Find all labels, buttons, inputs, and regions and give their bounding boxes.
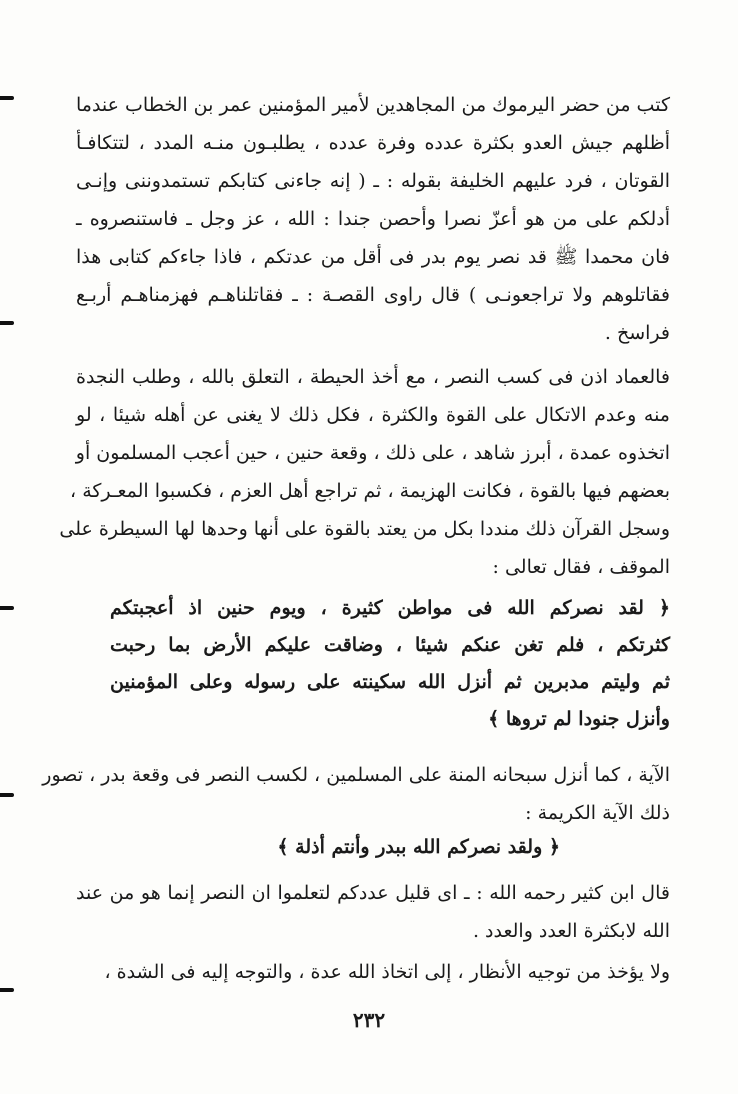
text-line: فالعماد اذن فى كسب النصر ، مع أخذ الحيطة ، التعلق بالله ، وطلب النجدة (76, 366, 670, 388)
paragraph-yarmouk (76, 86, 670, 352)
text-line: أدلكم على من هو أعزّ نصرا وأحصن جندا : الله ، عز وجل ـ فاستنصروه ـ (76, 208, 670, 230)
text-line: أظلهم جيش العدو بكثرة عدده وفرة عدده ، يطلبـون منـه المدد ، لتتكافـأ (76, 132, 670, 154)
paragraph-badr-intro (42, 756, 670, 832)
paragraph-reliance (59, 358, 670, 586)
verse-line: وأنزل جنودا لم تروها ﴾ (488, 708, 670, 730)
text-line: الله لابكثرة العدد والعدد . (472, 920, 670, 942)
text-line: فراسخ . (604, 322, 670, 344)
text-line: الموقف ، فقال تعالى : (492, 556, 670, 578)
margin-mark (0, 96, 14, 100)
margin-mark (0, 321, 14, 325)
text-line: القوتان ، فرد عليهم الخليفة بقوله : ـ ( إنه جاءنى كتابكم تستمدوننى وإنـى (76, 170, 670, 192)
paragraph-continuation (76, 953, 670, 991)
text-line: فقاتلوهم ولا تراجعونـى ) قال راوى القصـة : ـ فقاتلناهـم فهزمناهـم أربـع (76, 284, 670, 306)
margin-mark (0, 793, 14, 797)
text-line: وسجل القرآن ذلك منددا بكل من يعتد بالقوة على أنها وحدها لها السيطرة على (59, 518, 670, 540)
page-number: ٢٣٢ (352, 1008, 386, 1032)
text-line: ولا يؤخذ من توجيه الأنظار ، إلى اتخاذ الله عدة ، والتوجه إليه فى الشدة ، (104, 961, 670, 983)
text-line: ذلك الآية الكريمة : (525, 802, 670, 824)
margin-mark (0, 606, 14, 610)
text-line: بعضهم فيها بالقوة ، فكانت الهزيمة ، ثم تراجع أهل العزم ، فكسبوا المعـركة ، (70, 480, 670, 502)
text-line: كتب من حضر اليرموك من المجاهدين لأمير المؤمنين عمر بن الخطاب عندما (75, 94, 670, 116)
margin-mark (0, 988, 14, 992)
text-line: منه وعدم الاتكال على القوة والكثرة ، فكل ذلك لا يغنى عن أهله شيئا ، لو (76, 404, 670, 426)
verse-line: ثم وليتم مدبرين ثم أنزل الله سكينته على رسوله وعلى المؤمنين (110, 671, 670, 693)
text-line: فان محمدا ﷺ قد نصر يوم بدر فى أقل من عدتكم ، فاذا جاءكم كتابى هذا (76, 246, 670, 268)
text-line: اتخذوه عمدة ، أبرز شاهد ، على ذلك ، وقعة حنين ، حين أعجب المسلمون أو (75, 442, 670, 464)
text-line: قال ابن كثير رحمه الله : ـ اى قليل عددكم لتعلموا ان النصر إنما هو من عند (76, 882, 670, 904)
text-line: الآية ، كما أنزل سبحانه المنة على المسلمين ، لكسب النصر فى وقعة بدر ، تصور (42, 764, 670, 786)
quran-verse-hunayn (110, 590, 670, 738)
verse-line: ﴿ لقد نصركم الله فى مواطن كثيرة ، ويوم حنين اذ أعجبتكم (110, 597, 670, 619)
quran-verse-badr: ﴿ ولقد نصركم الله ببدر وأنتم أذلة ﴾ (277, 836, 560, 858)
verse-line: كثرتكم ، فلم تغن عنكم شيئا ، وضاقت عليكم الأرض بما رحبت (110, 634, 670, 656)
paragraph-ibn-kathir (76, 874, 670, 950)
